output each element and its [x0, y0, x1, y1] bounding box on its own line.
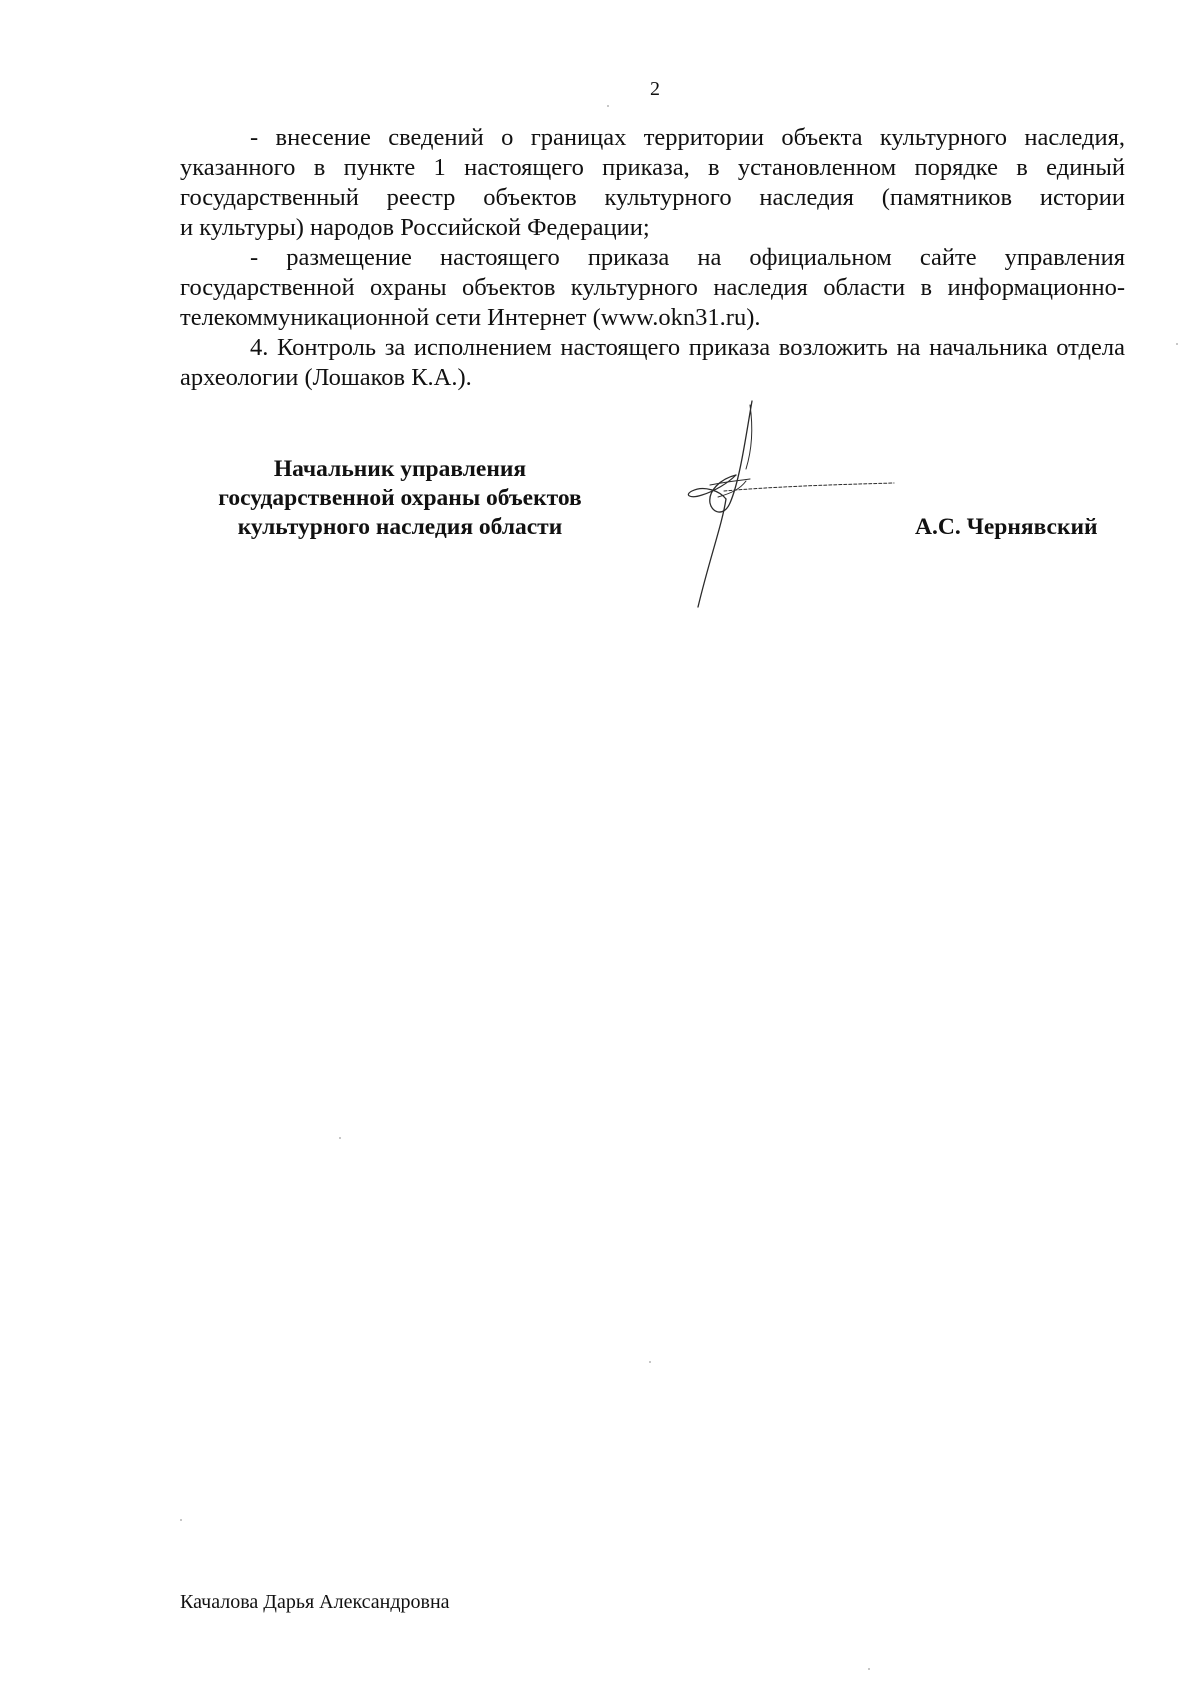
handwritten-signature [660, 395, 910, 620]
paragraph-line: телекоммуникационной сети Интернет (www.okn31.ru). [180, 304, 761, 331]
scan-speck [649, 1361, 651, 1363]
paragraph-line: археологии (Лошаков К.А.). [180, 364, 472, 391]
paragraph-line: 4. Контроль за исполнением настоящего приказа возложить на начальника отдела [250, 334, 1125, 361]
signatory-title-line: Начальник управления [273, 456, 527, 482]
paragraph-line: государственной охраны объектов культурного наследия области в информационно- [180, 274, 1125, 301]
signatory-title-line: государственной охраны объектов [218, 485, 582, 511]
scan-speck [1176, 343, 1178, 345]
paragraph-line: указанного в пункте 1 настоящего приказа, в установленном порядке в единый [180, 154, 1125, 181]
page-number: 2 [650, 78, 660, 100]
signatory-name: А.С. Чернявский [915, 514, 1098, 540]
scan-speck [180, 1519, 182, 1521]
paragraph-line: - внесение сведений о границах территории объекта культурного наследия, [250, 124, 1125, 151]
signatory-title-line: культурного наследия области [237, 514, 563, 540]
paragraph-line: государственный реестр объектов культурного наследия (памятников истории [180, 184, 1125, 211]
paragraph-line: - размещение настоящего приказа на официальном сайте управления [250, 244, 1125, 271]
scan-speck [607, 105, 609, 107]
executor-name: Качалова Дарья Александровна [180, 1591, 450, 1613]
scan-speck [868, 1668, 870, 1670]
paragraph-line: и культуры) народов Российской Федерации; [180, 214, 650, 241]
scan-speck [339, 1137, 341, 1139]
